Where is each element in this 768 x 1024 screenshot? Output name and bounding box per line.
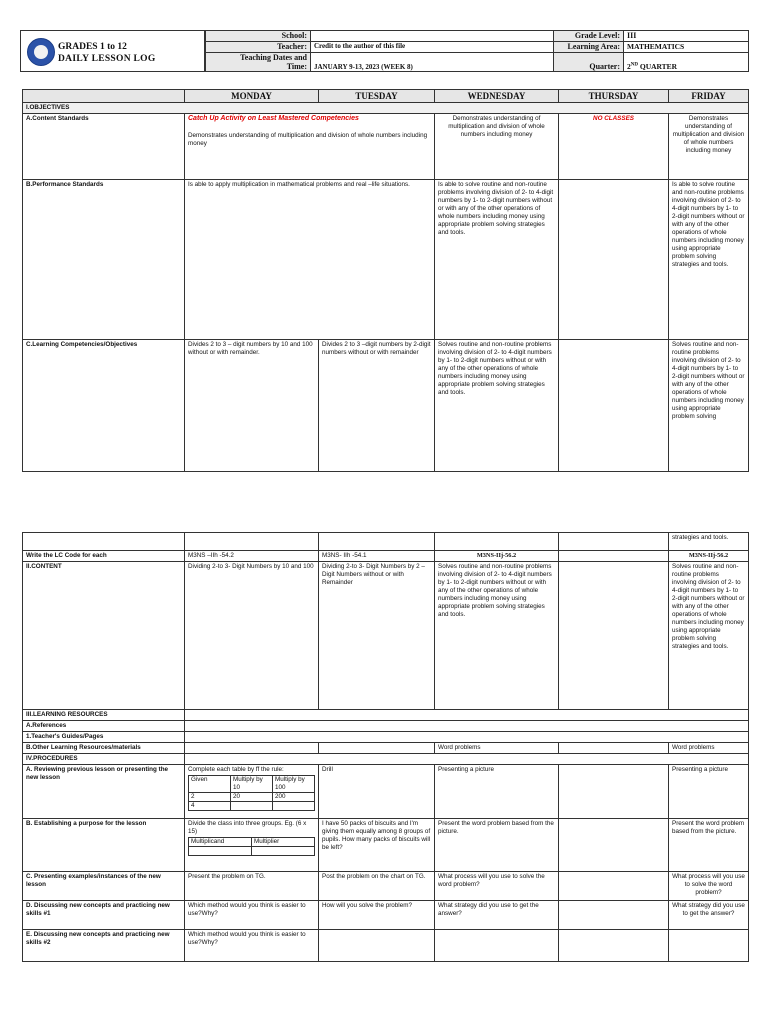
competencies-wed: Solves routine and non-routine problems involving division of 2- to 4-digit numbers by 1- to 2-digit numbers without or with any of the other operations of whole numbers including money using appropriate problem solving strategies and tools. [435,340,559,472]
content-standards-mon-tue [185,114,435,180]
procedure-c-fri: What process will you use to solve the word problem? [669,872,749,901]
day-header-row [23,90,749,103]
procedure-b-tue: I have 50 packs of biscuits and I'm giving them equally among 8 groups of pupils. How many packs of biscuits will be left? [319,819,435,872]
content-standards-row [23,114,749,180]
continuation-blank-4 [435,533,559,551]
multiply-rule-header [189,776,315,793]
procedure-d-fri: What strategy did you use to get the answer? [669,901,749,930]
other-resources-tue [319,743,435,754]
table-cell: Given [189,776,231,793]
content-mon: Dividing 2-to 3- Digit Numbers by 10 and 100 [185,562,319,710]
continuation-blank-5 [559,533,669,551]
procedure-b-mon [185,819,319,872]
references-row [23,721,749,732]
procedure-d-row [23,901,749,930]
teacher-label: Teacher: [206,42,311,53]
table-cell: 4 [189,802,231,811]
table-cell [189,847,252,856]
table-cell: Multiplier [252,838,315,847]
learning-resources-row [23,710,749,721]
teacher-guides-blank [185,732,749,743]
procedure-b-mon-text: Divide the class into three groups. Eg. (6 x 15) [188,820,307,835]
continuation-blank-1 [23,533,185,551]
performance-standards-wed: Is able to solve routine and non-routine problems involving division of 2- to 4-digit numbers by 1- to 2-digit numbers without or with any of the other operations of whole numbers including money using appropriate problem solving strategies and tools. [435,180,559,340]
content-thu [559,562,669,710]
lc-code-fri: M3NS-IIj-56.2 [669,551,749,562]
procedure-a-wed: Presenting a picture [435,765,559,819]
competencies-thu [559,340,669,472]
other-resources-row [23,743,749,754]
quarter-suffix: ND [630,62,638,68]
content-standards-wed: Demonstrates understanding of multiplication and division of whole numbers including money [435,114,559,180]
dates-value: JANUARY 9-13, 2023 (WEEK 8) [311,53,554,72]
quarter-value [624,53,749,72]
table-row [189,793,315,802]
multiply-rule-table [188,775,315,811]
catch-up-title: Catch Up Activity on Least Mastered Competencies [188,115,359,122]
procedures-row [23,754,749,765]
lc-code-label: Write the LC Code for each [23,551,185,562]
multiplicand-table [188,837,315,856]
procedure-e-fri [669,930,749,962]
grade-label: Grade Level: [554,31,624,42]
content-wed: Solves routine and non-routine problems involving division of 2- to 4-digit numbers by 1- to 2-digit numbers without or with any of the other operations of whole numbers including money using appropriate problem solving strategies and tools. [435,562,559,710]
other-resources-fri: Word problems [669,743,749,754]
procedure-c-mon: Present the problem on TG. [185,872,319,901]
procedure-c-wed: What process will you use to solve the word problem? [435,872,559,901]
other-resources-wed: Word problems [435,743,559,754]
table-cell: 2 [189,793,231,802]
procedure-b-row [23,819,749,872]
learning-resources-label: III.LEARNING RESOURCES [23,710,185,721]
procedure-d-tue: How will you solve the problem? [319,901,435,930]
procedures-blank [185,754,749,765]
procedure-a-label: A. Reviewing previous lesson or presenting the new lesson [23,765,185,819]
procedure-e-thu [559,930,669,962]
procedure-b-wed: Present the word problem based from the picture. [435,819,559,872]
procedure-a-mon [185,765,319,819]
table-cell: Multiplicand [189,838,252,847]
teacher-guides-label: 1.Teacher's Guides/Pages [23,732,185,743]
table-cell [231,802,273,811]
procedure-a-mon-text: Complete each table by ff the rule: [188,766,284,773]
day-thursday: THURSDAY [559,90,669,103]
procedure-b-thu [559,819,669,872]
deped-seal-icon [27,38,55,66]
lc-code-tue: M3NS- IIh -54.1 [319,551,435,562]
performance-standards-fri: Is able to solve routine and non-routine problems involving division of 2- to 4-digit numbers by 1- to 2-digit numbers without or with any of the other operations of whole numbers including money using appropriate problem solving strategies and tools. [669,180,749,340]
content-label: II.CONTENT [23,562,185,710]
dates-label-line1: Teaching Dates and [240,53,307,62]
objectives-section-label: I.OBJECTIVES [23,103,749,114]
performance-standards-row [23,180,749,340]
procedure-d-mon: Which method would you think is easier to use?Why? [185,901,319,930]
header-info-table [205,30,749,72]
other-resources-label: B.Other Learning Resources/materials [23,743,185,754]
multiplicand-header [189,838,315,847]
lc-code-row [23,551,749,562]
performance-standards-mon-tue: Is able to apply multiplication in mathematical problems and real –life situations. [185,180,435,340]
other-resources-thu [559,743,669,754]
references-label: A.References [23,721,185,732]
other-resources-mon [185,743,319,754]
procedure-c-thu [559,872,669,901]
continuation-blank-2 [185,533,319,551]
dates-label [206,53,311,72]
learning-resources-blank [185,710,749,721]
area-label: Learning Area: [554,42,624,53]
school-value [311,31,554,42]
competencies-fri-continued: strategies and tools. [669,533,749,551]
procedure-a-row [23,765,749,819]
header-logo-block [20,30,205,72]
teacher-value: Credit to the author of this file [311,42,554,53]
table-cell: Multiply by 10 [231,776,273,793]
procedure-e-wed [435,930,559,962]
procedure-a-fri: Presenting a picture [669,765,749,819]
competencies-row [23,340,749,472]
procedure-c-tue: Post the problem on the chart on TG. [319,872,435,901]
competencies-mon: Divides 2 to 3 – digit numbers by 10 and 100 without or with remainder. [185,340,319,472]
lesson-table-page2 [22,532,749,962]
procedure-a-thu [559,765,669,819]
content-standards-label: A.Content Standards [23,114,185,180]
day-tuesday: TUESDAY [319,90,435,103]
procedure-e-row [23,930,749,962]
content-standards-mon-text: Demonstrates understanding of multiplication and division of whole numbers including money [188,132,428,147]
day-wednesday: WEDNESDAY [435,90,559,103]
day-monday: MONDAY [185,90,319,103]
table-cell [273,802,315,811]
procedure-e-label: E. Discussing new concepts and practicing new skills #2 [23,930,185,962]
area-value: MATHEMATICS [624,42,749,53]
grade-value: III [624,31,749,42]
school-label: School: [206,31,311,42]
content-tue: Dividing 2-to 3- Digit Numbers by 2 –Digit Numbers without or with Remainder [319,562,435,710]
no-classes-label: NO CLASSES [559,114,669,180]
content-standards-fri: Demonstrates understanding of multiplication and division of whole numbers including money [669,114,749,180]
form-title-line2: DAILY LESSON LOG [58,54,156,64]
procedures-label: IV.PROCEDURES [23,754,185,765]
lc-code-thu [559,551,669,562]
form-title-line1: GRADES 1 to 12 [58,42,127,52]
performance-standards-label: B.Performance Standards [23,180,185,340]
table-cell: 200 [273,793,315,802]
procedure-c-row [23,872,749,901]
competencies-label: C.Learning Competencies/Objectives [23,340,185,472]
table-cell: Multiply by 100 [273,776,315,793]
continuation-row [23,533,749,551]
objectives-section-row [23,103,749,114]
procedure-b-fri: Present the word problem based from the picture. [669,819,749,872]
quarter-word: QUARTER [637,62,678,71]
competencies-tue: Divides 2 to 3 –digit numbers by 2-digit numbers without or with remainder [319,340,435,472]
competencies-fri: Solves routine and non-routine problems involving division of 2- to 4-digit numbers by 1- to 2-digit numbers without or with any of the other operations of whole numbers including money using appropriate problem solving [669,340,749,472]
lc-code-wed: M3NS-IIj-56.2 [435,551,559,562]
references-blank [185,721,749,732]
performance-standards-thu [559,180,669,340]
teacher-guides-row [23,732,749,743]
dates-label-line2: Time: [286,62,307,71]
day-header-blank [23,90,185,103]
procedure-e-tue [319,930,435,962]
table-cell: 20 [231,793,273,802]
quarter-label: Quarter: [554,53,624,72]
procedure-e-mon: Which method would you think is easier to use?Why? [185,930,319,962]
table-row [189,802,315,811]
procedure-b-label: B. Establishing a purpose for the lesson [23,819,185,872]
content-row [23,562,749,710]
lesson-table-page1 [22,89,749,472]
lc-code-mon: M3NS –IIh -54.2 [185,551,319,562]
day-friday: FRIDAY [669,90,749,103]
continuation-blank-3 [319,533,435,551]
procedure-d-wed: What strategy did you use to get the answer? [435,901,559,930]
content-fri: Solves routine and non-routine problems involving division of 2- to 4-digit numbers by 1- to 2-digit numbers without or with any of the other operations of whole numbers including money using appropriate problem solving strategies and tools. [669,562,749,710]
table-cell [252,847,315,856]
procedure-d-label: D. Discussing new concepts and practicing new skills #1 [23,901,185,930]
procedure-a-tue: Drill [319,765,435,819]
procedure-c-label: C. Presenting examples/instances of the new lesson [23,872,185,901]
quarter-number: 2 [627,62,631,71]
table-row [189,847,315,856]
procedure-d-thu [559,901,669,930]
